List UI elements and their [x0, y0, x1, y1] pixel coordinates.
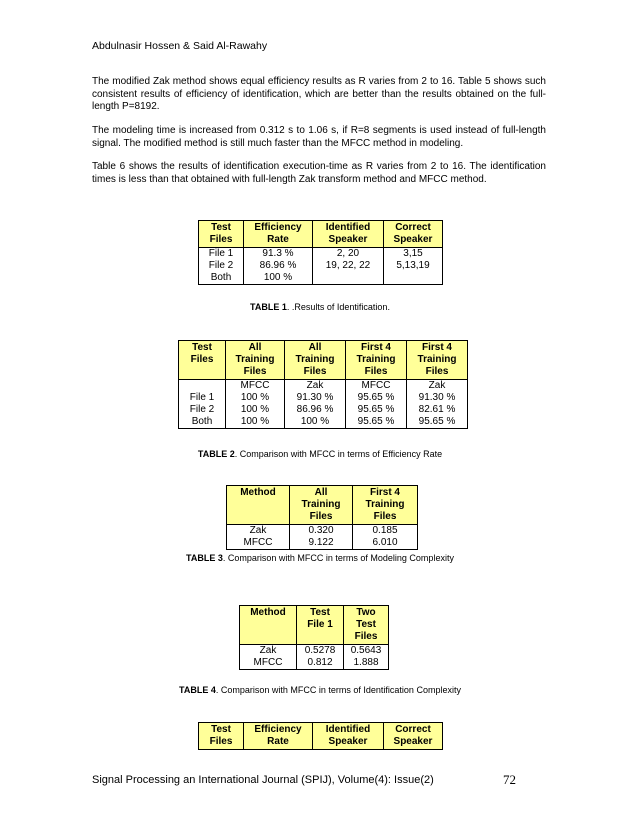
- header-cell: [344, 606, 389, 645]
- header-cell: [313, 723, 384, 750]
- table-cell: MFCC: [346, 380, 407, 393]
- header-cell-line: Files: [190, 354, 214, 365]
- page-number: 72: [503, 772, 516, 787]
- table-cell: File 2: [179, 404, 226, 416]
- table-header-row: [179, 341, 468, 380]
- header-cell-line: Training: [365, 499, 405, 510]
- table-row: [179, 380, 468, 393]
- table-cell: 95.65 %: [346, 392, 407, 404]
- header-cell-line: Files: [364, 366, 388, 377]
- header-cell: [346, 341, 407, 380]
- table-cell: Zak: [285, 380, 346, 393]
- header-cell: [179, 341, 226, 380]
- table-cell: 5,13,19: [384, 260, 443, 272]
- table-row: [199, 272, 443, 285]
- table-header-row: [240, 606, 389, 645]
- table-cell: 0.5278: [297, 645, 344, 658]
- header-cell: [407, 341, 468, 380]
- table-row: [240, 645, 389, 658]
- table-4-caption: TABLE 4. Comparison with MFCC in terms of Identification Complexity: [179, 685, 461, 695]
- header-cell-line: Efficiency: [254, 724, 302, 735]
- running-header: Abdulnasir Hossen & Said Al-Rawahy: [92, 40, 268, 52]
- table-cell: 0.812: [297, 657, 344, 670]
- header-cell: [313, 221, 384, 248]
- header-cell-line: Test: [192, 342, 212, 353]
- header-cell-line: Method: [250, 607, 286, 618]
- table-row: [240, 657, 389, 670]
- table-2-caption: TABLE 2. Comparison with MFCC in terms of Efficiency Rate: [197, 449, 443, 459]
- table-cell: 9.122: [290, 537, 353, 550]
- table-cell: 0.5643: [344, 645, 389, 658]
- table-cell: 19, 22, 22: [313, 260, 384, 272]
- header-cell-line: Test: [310, 607, 330, 618]
- table-cell: 0.185: [353, 525, 418, 538]
- header-cell-line: Files: [209, 234, 233, 245]
- table-cell: 95.65 %: [346, 416, 407, 429]
- header-cell: [353, 486, 418, 525]
- header-cell-line: Training: [295, 354, 335, 365]
- table-cell: 91.30 %: [407, 392, 468, 404]
- header-cell-line: Two: [356, 607, 376, 618]
- header-cell-line: Speaker: [393, 736, 433, 747]
- header-cell-line: Training: [301, 499, 341, 510]
- table-cell: [179, 380, 226, 393]
- header-cell-line: First 4: [360, 342, 391, 353]
- table-cell: 3,15: [384, 248, 443, 261]
- header-cell-line: Rate: [267, 234, 289, 245]
- table-4: [239, 605, 389, 670]
- header-cell-line: Speaker: [328, 234, 368, 245]
- header-cell-line: Efficiency: [254, 222, 302, 233]
- header-cell-line: Files: [303, 366, 327, 377]
- table-cell: Both: [199, 272, 244, 285]
- table-cell: 91.3 %: [244, 248, 313, 261]
- table-cell: MFCC: [226, 380, 285, 393]
- header-cell-line: All: [248, 342, 262, 353]
- header-cell-line: Files: [209, 736, 233, 747]
- header-cell-line: Files: [243, 366, 267, 377]
- table-cell: Zak: [227, 525, 290, 538]
- header-cell: [290, 486, 353, 525]
- header-cell-line: All: [314, 487, 328, 498]
- table-cell: 6.010: [353, 537, 418, 550]
- header-cell-line: Speaker: [393, 234, 433, 245]
- table-header-row: [199, 723, 443, 750]
- table-row: [199, 248, 443, 261]
- header-cell-line: Test: [211, 724, 231, 735]
- table-row: [227, 525, 418, 538]
- header-cell-line: Speaker: [328, 736, 368, 747]
- table-cell: 100 %: [244, 272, 313, 285]
- header-cell-line: Training: [417, 354, 457, 365]
- paragraph-1: The modified Zak method shows equal efficiency results as R varies from 2 to 16. Table 5 shows such consistent results of efficiency of identification, which are better than the results obtained on the full-length P=8192.: [92, 76, 546, 113]
- table-2: [178, 340, 468, 429]
- header-cell: [240, 606, 297, 645]
- paragraph-3: Table 6 shows the results of identification execution-time as R varies from 2 to 16. The identification times is less than that obtained with full-length Zak transform method and MFCC method.: [92, 161, 546, 185]
- table-cell: 86.96 %: [285, 404, 346, 416]
- table-cell: File 2: [199, 260, 244, 272]
- header-cell-line: Test: [356, 619, 376, 630]
- header-cell: [384, 723, 443, 750]
- table-cell: 100 %: [226, 404, 285, 416]
- table-cell: [384, 272, 443, 285]
- header-cell: [199, 221, 244, 248]
- table-cell: Zak: [407, 380, 468, 393]
- table-cell: 100 %: [226, 416, 285, 429]
- journal-footer: Signal Processing an International Journal (SPIJ), Volume(4): Issue(2): [92, 774, 434, 786]
- header-cell-line: Identified: [325, 724, 371, 735]
- table-cell: 100 %: [285, 416, 346, 429]
- header-cell-line: File 1: [307, 619, 333, 630]
- table-row: [179, 392, 468, 404]
- header-cell-line: Test: [211, 222, 231, 233]
- header-cell-line: Identified: [325, 222, 371, 233]
- table-cell: 91.30 %: [285, 392, 346, 404]
- table-cell: 1.888: [344, 657, 389, 670]
- header-cell-line: First 4: [421, 342, 452, 353]
- table-cell: 95.65 %: [407, 416, 468, 429]
- table-row: [199, 260, 443, 272]
- header-cell-line: Training: [235, 354, 275, 365]
- header-cell-line: Rate: [267, 736, 289, 747]
- table-cell: 2, 20: [313, 248, 384, 261]
- paragraph-2: The modeling time is increased from 0.312 s to 1.06 s, if R=8 segments is used instead of full-length signal. The modified method is still much faster than the MFCC method in modeling.: [92, 125, 546, 149]
- table-cell: 100 %: [226, 392, 285, 404]
- table-cell: File 1: [199, 248, 244, 261]
- header-cell-line: Files: [354, 631, 378, 642]
- header-cell: [244, 723, 313, 750]
- table-cell: MFCC: [227, 537, 290, 550]
- header-cell: [244, 221, 313, 248]
- table-3: [226, 485, 418, 550]
- table-cell: 95.65 %: [346, 404, 407, 416]
- header-cell: [297, 606, 344, 645]
- table-1-caption: TABLE 1. .Results of Identification.: [250, 302, 390, 312]
- table-cell: Both: [179, 416, 226, 429]
- header-cell-line: Training: [356, 354, 396, 365]
- header-cell: [199, 723, 244, 750]
- table-3-caption: TABLE 3. Comparison with MFCC in terms of Modeling Complexity: [186, 553, 454, 563]
- table-cell: Zak: [240, 645, 297, 658]
- table-row: [179, 404, 468, 416]
- table-cell: MFCC: [240, 657, 297, 670]
- header-cell-line: Correct: [395, 724, 431, 735]
- table-header-row: [199, 221, 443, 248]
- table-cell: [313, 272, 384, 285]
- table-cell: 0.320: [290, 525, 353, 538]
- header-cell-line: Files: [373, 511, 397, 522]
- table-cell: File 1: [179, 392, 226, 404]
- table-cell: 86.96 %: [244, 260, 313, 272]
- header-cell: [226, 341, 285, 380]
- table-row: [227, 537, 418, 550]
- header-cell: [285, 341, 346, 380]
- header-cell-line: All: [308, 342, 322, 353]
- table-1: [198, 220, 443, 285]
- header-cell-line: Correct: [395, 222, 431, 233]
- table-cell: 82.61 %: [407, 404, 468, 416]
- header-cell-line: First 4: [369, 487, 400, 498]
- table-row: [179, 416, 468, 429]
- table-header-row: [227, 486, 418, 525]
- header-cell-line: Files: [309, 511, 333, 522]
- header-cell: [227, 486, 290, 525]
- header-cell: [384, 221, 443, 248]
- header-cell-line: Files: [425, 366, 449, 377]
- header-cell-line: Method: [240, 487, 276, 498]
- table-5-header: [198, 722, 443, 750]
